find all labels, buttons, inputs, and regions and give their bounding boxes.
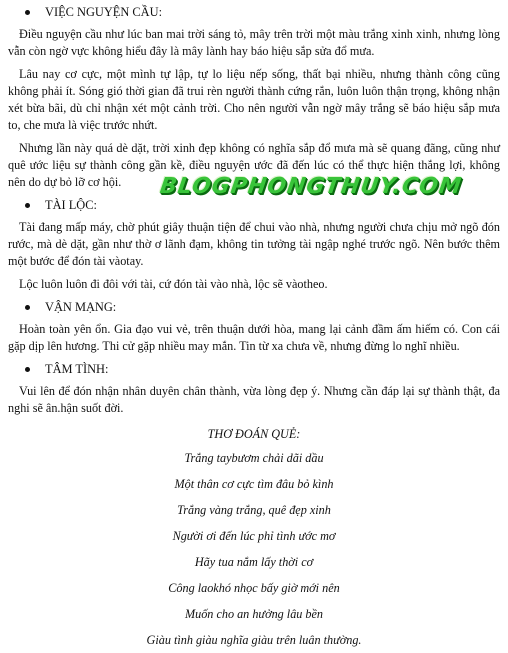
paragraph: Vui lên để đón nhận nhân duyên chân thành, vừa lòng đẹp ý. Nhưng cần đáp lại sự thành thật, đa nghi sẽ ân.hận suốt đời. [8, 384, 500, 415]
paragraph: Lộc luôn luôn đi đôi với tài, cứ đón tài vào nhà, lộc sẽ vàotheo. [19, 277, 328, 291]
section-tam-tinh [8, 361, 500, 417]
section-nguyen-cau [8, 4, 500, 191]
bullet-icon [25, 10, 30, 15]
bullet-icon [25, 367, 30, 372]
section-heading [8, 4, 500, 21]
heading-text: TÂM TÌNH: [45, 362, 109, 376]
poem-line: Công laokhó nhọc bấy giờ mới nên [168, 581, 340, 595]
section-heading [8, 361, 500, 378]
poem-line: Trắng vàng trắng, quê đẹp xinh [177, 503, 331, 517]
paragraph: Hoàn toàn yên ổn. Gia đạo vui vẻ, trên thuận dưới hòa, mang lại cảnh đầm ấm hiếm có. Con cái gặp dịp lên hương. Thi cử gặp nhiều may mắn. Tin từ xa chưa về, nhưng đừng lo nghĩ nhiều. [8, 322, 500, 353]
section-heading [8, 299, 500, 316]
paragraph: Điều nguyện cầu như lúc ban mai trời sáng tỏ, mây trên trời một màu trắng xinh xinh, nhưng lòng vẫn còn ngờ vực không hiểu đây là mây lành hay báo hiệu sắp sửa đổ mưa. [8, 27, 500, 58]
poem-line: Hãy tua nắm lấy thời cơ [194, 555, 314, 569]
paragraph: Tài đang mấp máy, chờ phút giây thuận tiện để chui vào nhà, nhưng người chưa chịu mở ngõ đón rước, mà dè dặt, gần như thờ ơ lãnh đạm, không tin tưởng tài ngập nghé trước ngõ. Nên bước thêm một bước để đón tài vàotay. [8, 220, 500, 268]
bullet-icon [25, 305, 30, 310]
heading-text: TÀI LỘC: [45, 198, 97, 212]
poem-title: THƠ ĐOÁN QUẺ: [207, 427, 301, 441]
poem-line: Một thân cơ cực tìm đâu bỏ kình [174, 477, 334, 491]
section-tai-loc [8, 197, 500, 293]
poem-line: Giàu tình giàu nghĩa giàu trên luân thường. [146, 633, 362, 647]
watermark-logo: BLOGPHONGTHUY.COM [158, 174, 464, 199]
bullet-icon [25, 203, 30, 208]
heading-text: VẬN MẠNG: [45, 300, 117, 314]
section-van-mang [8, 299, 500, 355]
poem [8, 423, 500, 653]
poem-line: Muốn cho an hưởng lâu bền [184, 607, 324, 621]
poem-line: Người ơi đến lúc phỉ tình ước mơ [172, 529, 336, 543]
poem-line: Trắng taybươm chải dãi dầu [184, 451, 324, 465]
heading-text: VIỆC NGUYỆN CẦU: [45, 5, 163, 19]
paragraph: Nhưng lần này quá dè dặt, trời xinh đẹp không có nghĩa sắp đổ mưa mà sẽ quang đãng, cũng như quê ước liệu sự thành công gần kề, điều nguyện ước đã đến lúc có thể thực hiện thắng lợi, không nên do dự bỏ lỡ cơ hội. [8, 141, 500, 189]
paragraph: Lâu nay cơ cực, một mình tự lập, tự lo liệu nếp sống, thất bại nhiều, nhưng thành công cũng không phải ít. Sóng gió thời gian đã trui rèn người thành cứng rắn, luôn luôn thận trọng, không nhận xét bừa bãi, dù chỉ nhận xét một cảnh trời. Cho nên người vẫn ngờ mây trắng sẽ báo hiệu sắp mưa to, che mưa là việc trước nhứt. [8, 67, 500, 132]
section-heading [8, 197, 500, 214]
